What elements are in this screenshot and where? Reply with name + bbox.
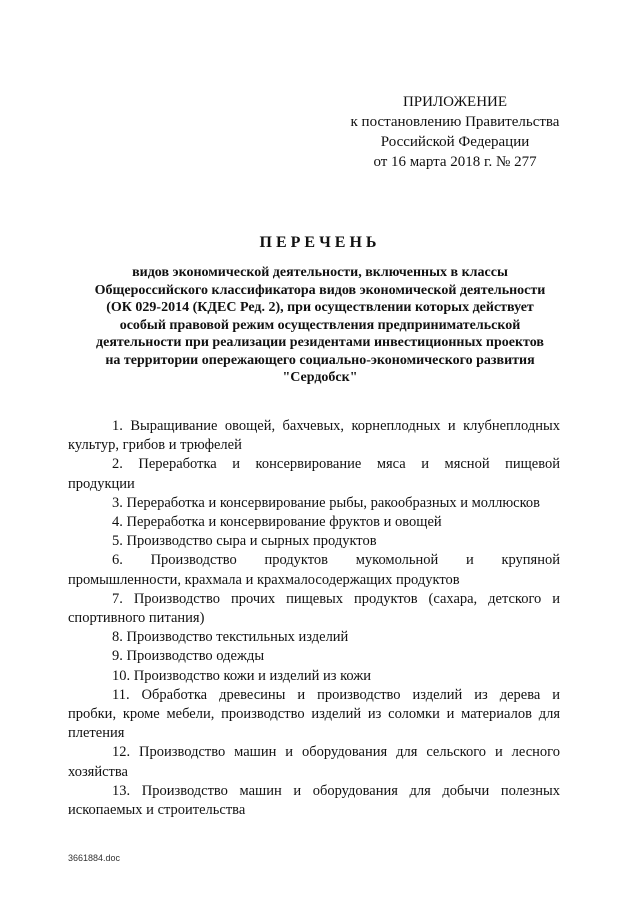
subtitle-line: Общероссийского классификатора видов экономической деятельности [94,282,546,298]
list-item-line: продукции [68,475,135,492]
list-item-line: 13. Производство машин и оборудования для добычи полезных [112,782,560,799]
list-item-line: ископаемых и строительства [68,802,246,819]
subtitle-line: (ОК 029-2014 (КДЕС Ред. 2), при осуществлении которых действует [106,300,534,315]
list-item [68,647,560,666]
list-item-line: 3. Переработка и консервирование рыбы, ракообразных и моллюсков [112,494,541,511]
file-name: 3661884.doc [68,853,121,863]
list-item [68,455,560,493]
subtitle-line: на территории опережающего социально-экономического развития [105,352,535,368]
subtitle-line: деятельности при реализации резидентами инвестиционных проектов [96,335,544,350]
list-item-line: плетения [68,725,125,742]
list-item-line: 9. Производство одежды [112,648,265,665]
activity-list [68,417,560,820]
list-item-line: 1. Выращивание овощей, бахчевых, корнеплодных и клубнеплодных [112,418,560,434]
list-item [68,628,560,647]
list-item [68,590,560,628]
list-item-line: промышленности, крахмала и крахмалосодержащих продуктов [68,571,460,588]
list-item [68,551,560,589]
list-item-line: хозяйства [68,763,128,780]
list-item [68,513,560,532]
list-item [68,743,560,781]
document-subtitle [60,264,580,387]
list-item [68,667,560,686]
list-item-line: 8. Производство текстильных изделий [112,629,349,646]
list-item-line: 12. Производство машин и оборудования для сельского и лесного [112,744,560,761]
subtitle-line: "Сердобск" [282,370,358,385]
list-item-line: 10. Производство кожи и изделий из кожи [112,667,372,684]
appendix-government: Российской Федерации [380,134,530,150]
list-item-line: 7. Производство прочих пищевых продуктов (сахара, детского и [112,590,560,607]
appendix-header [330,92,580,172]
subtitle-line: особый правовой режим осуществления предпринимательской [119,317,521,333]
list-item-line: 6. Производство продуктов мукомольной и крупяной [112,552,560,569]
document-title: ПЕРЕЧЕНЬ [259,234,381,251]
appendix-reference: к постановлению Правительства [350,114,560,130]
list-item [68,782,560,820]
list-item-line: пробки, кроме мебели, производство изделий из соломки и материалов для [68,706,560,723]
subtitle-line: видов экономической деятельности, включенных в классы [132,265,508,280]
list-item [68,686,560,744]
list-item-line: культур, грибов и трюфелей [68,437,242,454]
appendix-date-number: от 16 марта 2018 г. № 277 [373,154,537,170]
list-item-line: 11. Обработка древесины и производство изделий из дерева и [112,686,560,703]
list-item [68,494,560,513]
list-item [68,417,560,455]
appendix-title: ПРИЛОЖЕНИЕ [402,94,508,110]
list-item-line: 2. Переработка и консервирование мяса и мясной пищевой [112,456,560,473]
list-item-line: 5. Производство сыра и сырных продуктов [112,533,377,550]
list-item [68,532,560,551]
list-item-line: 4. Переработка и консервирование фруктов и овощей [112,514,442,531]
list-item-line: спортивного питания) [68,610,205,627]
